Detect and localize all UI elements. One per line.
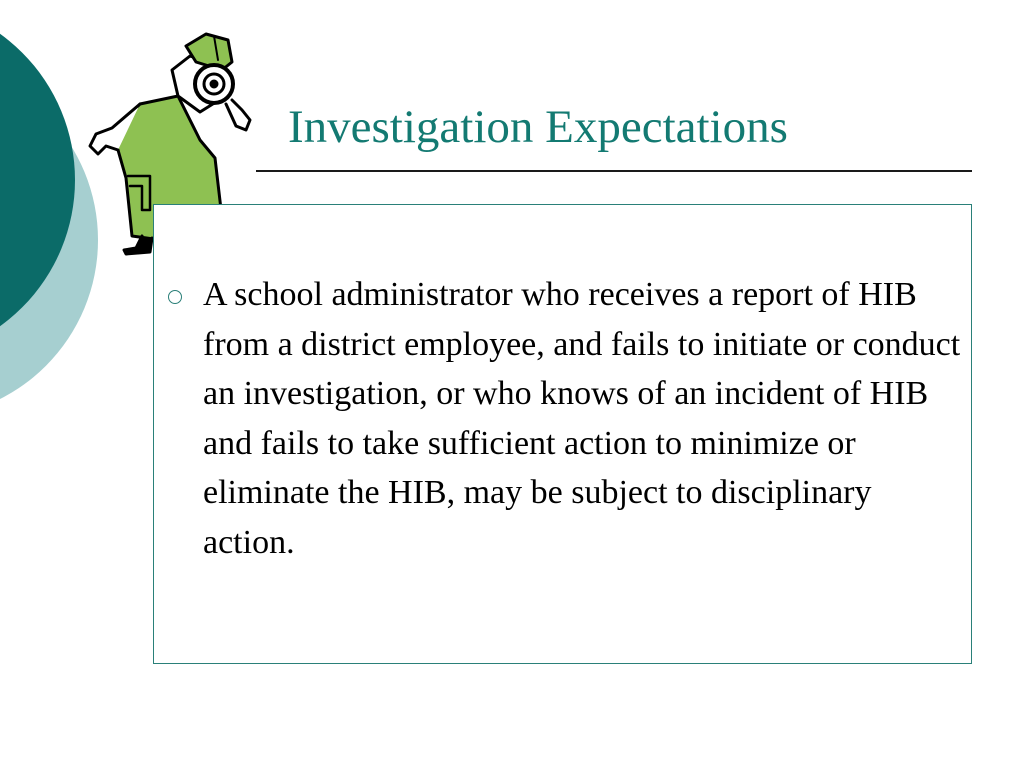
- bullet-text: A school administrator who receives a report of HIB from a district employee, and fails to initiate or conduct an investigation, or who knows of an incident of HIB and fails to take sufficient action to minimize or eliminate the HIB, may be subject to disciplinary action.: [203, 276, 961, 561]
- bullet-list: [162, 270, 964, 567]
- title-underline: [256, 170, 972, 172]
- bullet-item: [162, 270, 964, 567]
- circle-bullet-icon: [168, 290, 182, 304]
- slide-title: Investigation Expectations: [288, 101, 788, 153]
